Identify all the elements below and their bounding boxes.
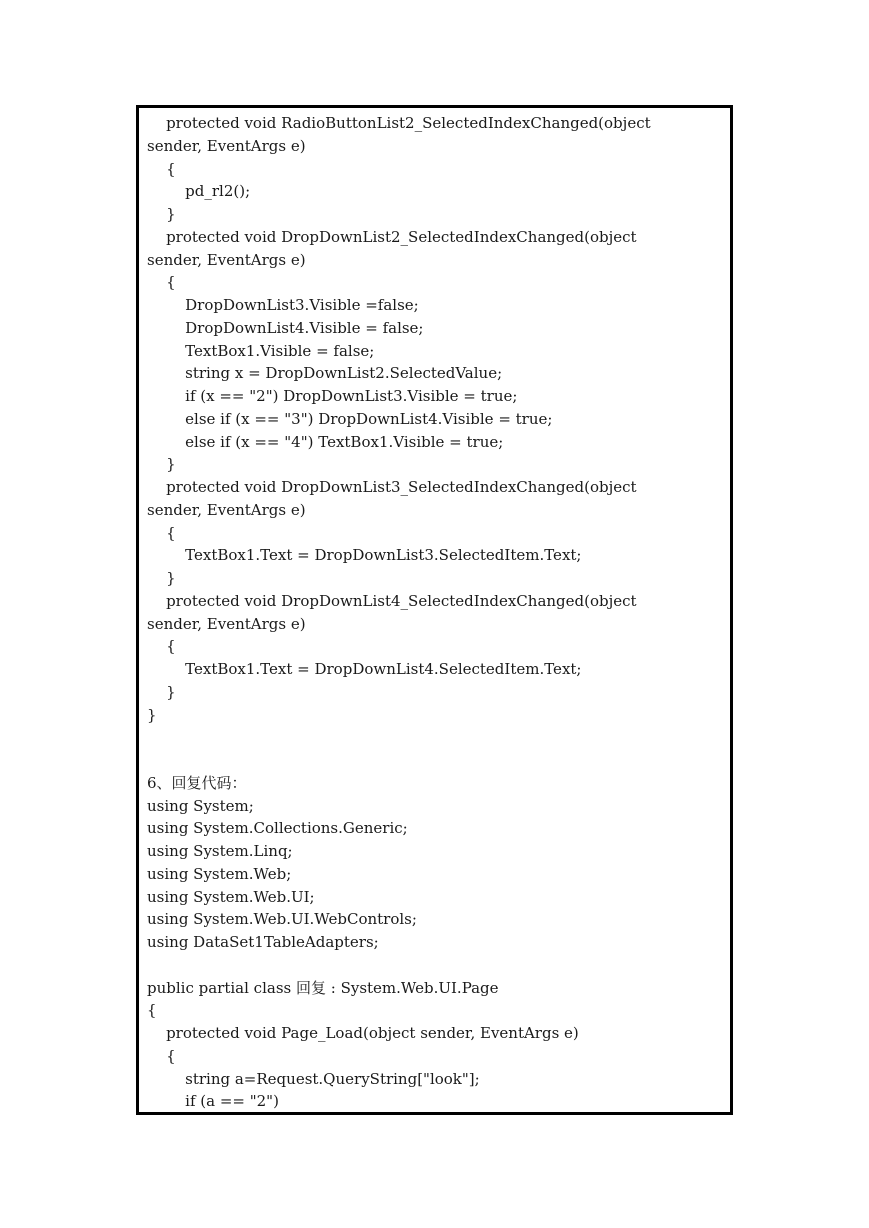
- code-line: }: [147, 455, 176, 474]
- code-line: {: [147, 159, 176, 178]
- code-listing: [147, 112, 726, 1113]
- code-line: protected void DropDownList4_SelectedIndexChanged(object: [147, 591, 637, 610]
- code-line: {: [147, 1001, 157, 1020]
- code-line: DropDownList3.Visible =false;: [147, 296, 419, 314]
- code-line: sender, EventArgs e): [147, 500, 306, 519]
- code-line: 6、回复代码：: [147, 773, 247, 792]
- code-line: [147, 954, 726, 977]
- code-line: string a=Request.QueryString["look"];: [147, 1069, 480, 1088]
- code-line: {: [147, 1046, 176, 1065]
- code-line: if (a == "2"): [147, 1092, 279, 1111]
- code-line: {: [147, 523, 176, 542]
- code-line: protected void DropDownList3_SelectedIndexChanged(object: [147, 478, 637, 496]
- code-line: }: [147, 705, 157, 724]
- code-line: using DataSet1TableAdapters;: [147, 933, 379, 951]
- code-line: pd_rl2();: [147, 182, 251, 201]
- code-line: string x = DropDownList2.SelectedValue;: [147, 364, 503, 383]
- code-line: else if (x == "4") TextBox1.Visible = true;: [147, 432, 504, 451]
- code-line: sender, EventArgs e): [147, 250, 306, 269]
- code-line: using System;: [147, 796, 254, 815]
- code-line: TextBox1.Text = DropDownList3.SelectedItem.Text;: [147, 546, 582, 565]
- code-listing-box: [136, 105, 733, 1115]
- code-line: }: [147, 205, 176, 223]
- code-line: protected void RadioButtonList2_SelectedIndexChanged(object: [147, 114, 651, 132]
- code-line: [147, 726, 726, 749]
- code-line: DropDownList4.Visible = false;: [147, 318, 424, 337]
- code-line: protected void Page_Load(object sender, EventArgs e): [147, 1024, 579, 1042]
- code-line: using System.Web;: [147, 864, 292, 883]
- code-line: }: [147, 569, 176, 587]
- code-line: using System.Web.UI;: [147, 887, 315, 906]
- code-line: {: [147, 637, 176, 656]
- code-line: sender, EventArgs e): [147, 136, 306, 155]
- code-line: else if (x == "3") DropDownList4.Visible = true;: [147, 409, 553, 428]
- code-line: sender, EventArgs e): [147, 614, 306, 633]
- code-line: protected void DropDownList2_SelectedIndexChanged(object: [147, 227, 637, 246]
- code-line: TextBox1.Text = DropDownList4.SelectedItem.Text;: [147, 660, 582, 678]
- code-line: TextBox1.Visible = false;: [147, 341, 375, 360]
- code-line: {: [147, 273, 176, 292]
- code-line: if (x == "2") DropDownList3.Visible = true;: [147, 387, 518, 405]
- code-line: }: [147, 682, 176, 701]
- code-line: using System.Linq;: [147, 842, 293, 860]
- code-line: [147, 749, 726, 772]
- code-line: using System.Web.UI.WebControls;: [147, 910, 417, 929]
- code-line: public partial class 回复 : System.Web.UI.Page: [147, 978, 499, 997]
- code-line: using System.Collections.Generic;: [147, 819, 408, 838]
